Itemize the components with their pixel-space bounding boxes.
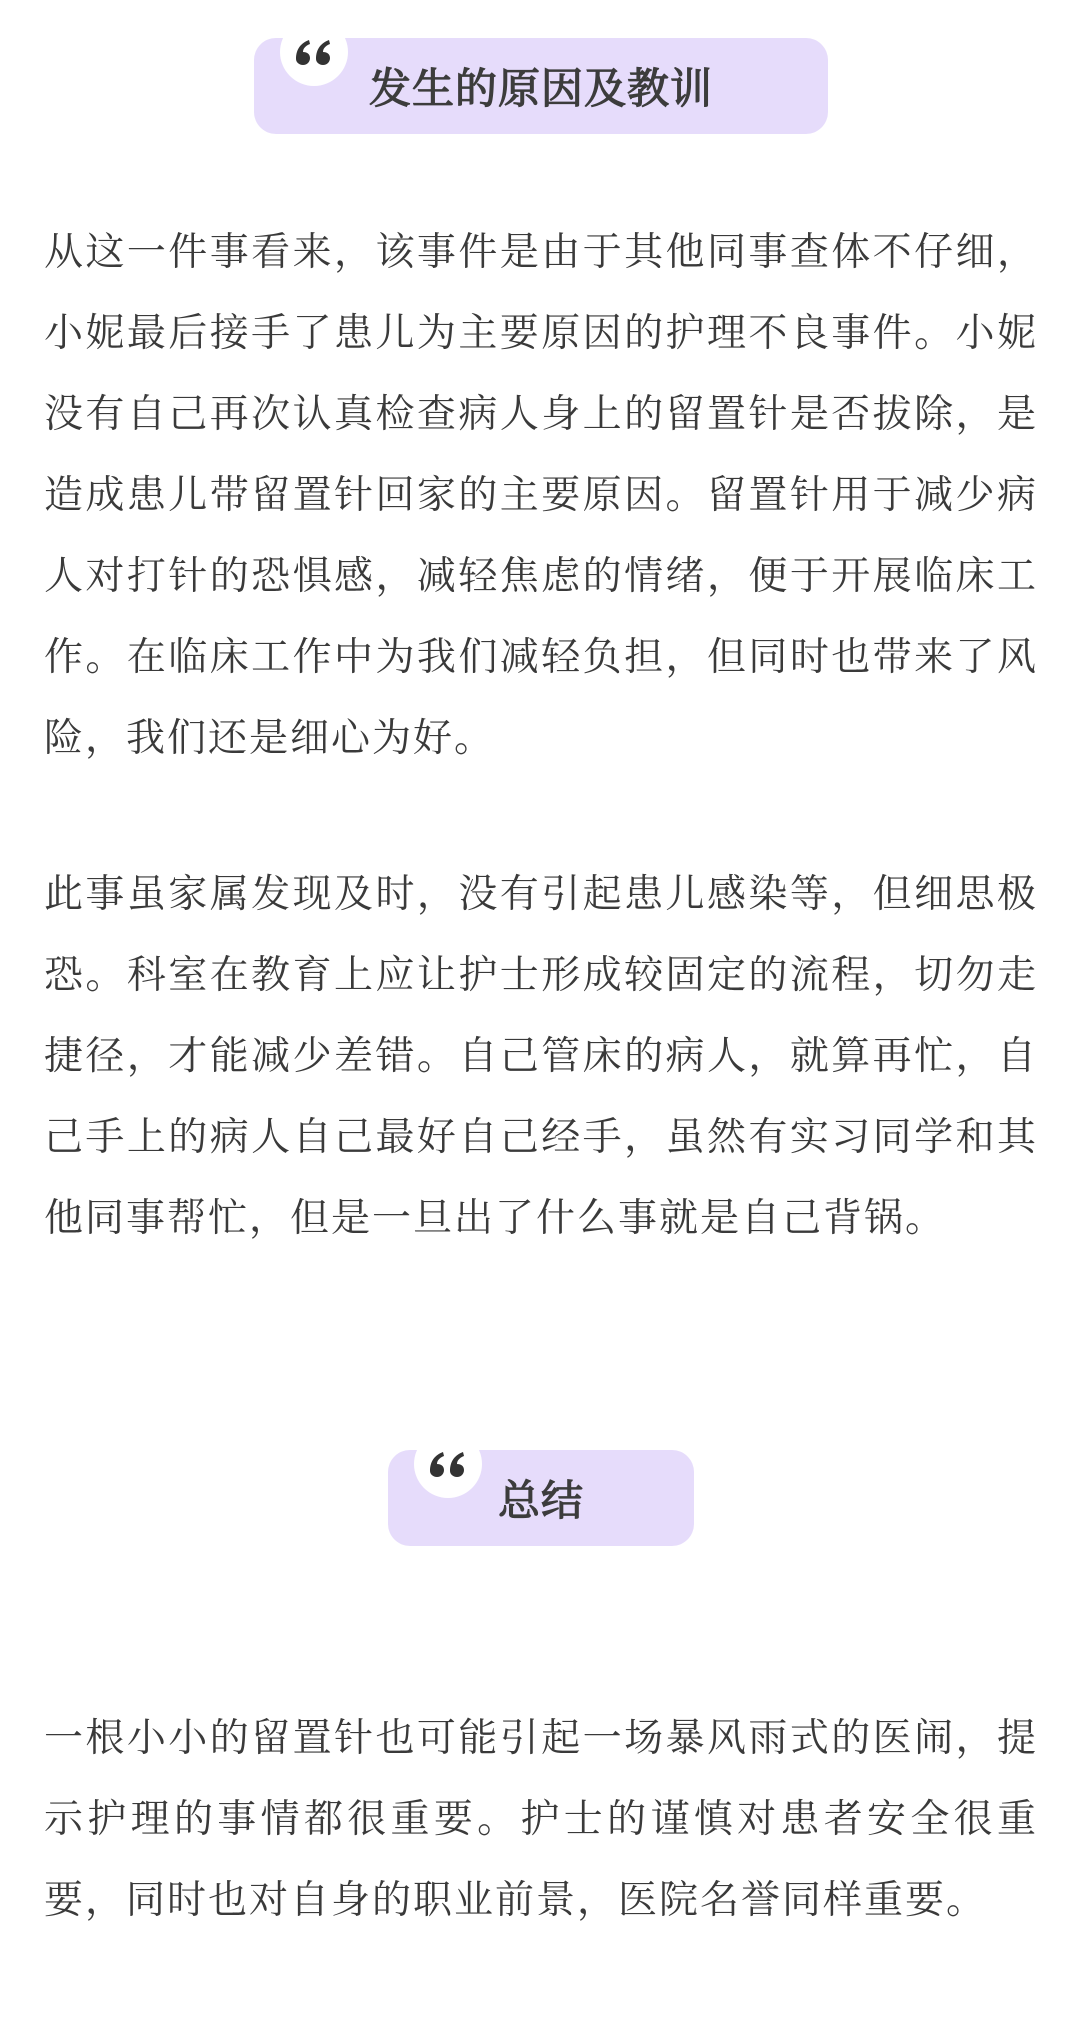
paragraph: 此事虽家属发现及时，没有引起患儿感染等，但细思极恐。科室在教育上应让护士形成较固定的流程，切勿走捷径，才能减少差错。自己管床的病人，就算再忙，自己手上的病人自己最好自己经手，虽然有实习同学和其他同事帮忙，但是一旦出了什么事就是自己背锅。 bbox=[44, 872, 1038, 1241]
quote-icon bbox=[414, 1430, 482, 1498]
paragraph: 一根小小的留置针也可能引起一场暴风雨式的医闹，提示护理的事情都很重要。护士的谨慎对患者安全很重要，同时也对自身的职业前景，医院名誉同样重要。 bbox=[44, 1716, 1038, 1923]
quote-icon bbox=[280, 18, 348, 86]
section-heading-text: 发生的原因及教训 bbox=[368, 64, 713, 113]
section-heading-text: 总结 bbox=[497, 1476, 584, 1525]
paragraph: 从这一件事看来，该事件是由于其他同事查体不仔细，小妮最后接手了患儿为主要原因的护理不良事件。小妮没有自己再次认真检查病人身上的留置针是否拔除，是造成患儿带留置针回家的主要原因。留置针用于减少病人对打针的恐惧感，减轻焦虑的情绪，便于开展临床工作。在临床工作中为我们减轻负担，但同时也带来了风险，我们还是细心为好。 bbox=[44, 230, 1038, 761]
section-heading-summary bbox=[388, 1450, 694, 1546]
section-heading-causes bbox=[254, 38, 828, 134]
